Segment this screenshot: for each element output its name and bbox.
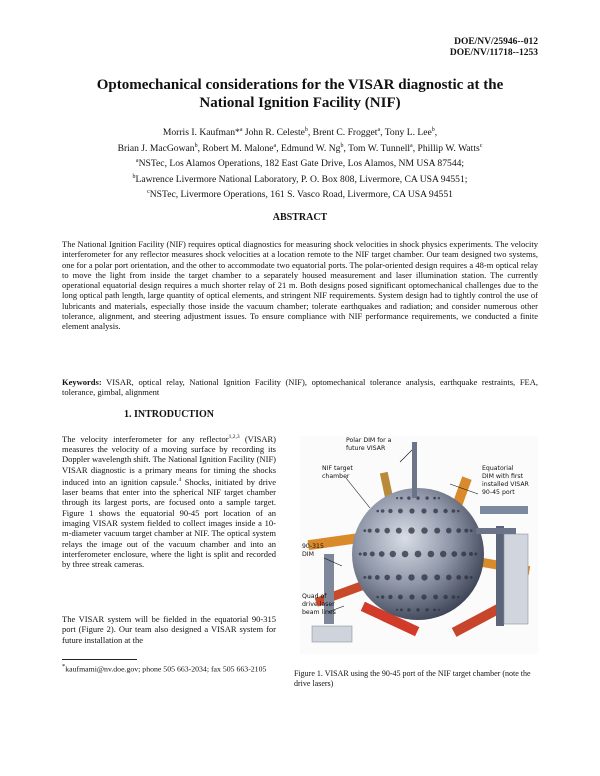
chamber-port [388, 595, 392, 599]
author-name: Brent C. Frogget [312, 127, 378, 139]
chamber-port [398, 595, 403, 600]
chamber-port [415, 551, 422, 558]
author-sup: a [410, 142, 413, 149]
figure-1-chamber-illustration [300, 436, 538, 654]
chamber-port [368, 529, 372, 533]
chamber-port [446, 575, 452, 581]
author-sup: a [239, 127, 243, 133]
chamber-port [452, 595, 456, 599]
chamber-port [464, 575, 468, 579]
author-name: Tony L. Lee [384, 127, 432, 139]
label-polar-dim-2: future VISAR [346, 445, 386, 452]
chamber-port [363, 529, 366, 532]
chamber-port [359, 553, 362, 556]
intro-paragraph-1 [62, 432, 276, 570]
chamber-port [451, 551, 457, 557]
abstract-heading: ABSTRACT [272, 212, 328, 223]
chamber-port [379, 551, 385, 557]
citation: 1,2,3 [228, 434, 240, 440]
chamber-port [457, 596, 460, 599]
author-sup: b [431, 127, 435, 133]
chamber-port [381, 509, 385, 513]
label-dim-90-315-1: 90-315 [302, 543, 324, 550]
footnote-rule [62, 659, 137, 660]
chamber-port [469, 552, 473, 556]
chamber-port [396, 497, 398, 499]
title-line-2: National Ignition Facility (NIF) [199, 95, 401, 111]
chamber-port [464, 529, 468, 533]
chamber-port [474, 553, 477, 556]
author-sep: , [434, 127, 438, 139]
chamber-port [375, 575, 380, 580]
chamber-port [409, 594, 414, 599]
affiliation-b [50, 171, 550, 187]
intro-text: (VISAR) measures the velocity of a moving surface by recording its Doppler wavelength shift. The National Ignition Facility (NIF) VISAR diagnostic is a primary means for timing the shocks induced into an ignition capsule. [62, 433, 277, 487]
author-sup: c [479, 142, 483, 149]
author-sep: , [343, 142, 349, 154]
affil-sup: a [135, 158, 139, 165]
footnote-text: kaufmami@nv.doe.gov; phone 505 663-2034; fax 505 663-2105 [65, 664, 267, 674]
affiliation-a [50, 155, 550, 171]
chamber-port [416, 608, 419, 611]
label-quad-1: Quad of [302, 593, 327, 600]
intro-text: Shocks, initiated by drive laser beams that enter into the spherical NIF target chamber through its largest ports, are focused onto a sample target. Figure 1 shows the equatorial 90-45 port location of an imaging VISAR system fielded to collect images inside a 10-m-diameter vacuum target chamber at NIF. The optical system relays the image out of the vacuum chamber and into an interferometer enclosure, where the light is split and recorded by three streak cameras. [62, 476, 276, 570]
chamber-port [425, 496, 428, 499]
chamber-port [396, 528, 402, 534]
author-name: Robert M. Malone [202, 142, 274, 154]
chamber-port [402, 551, 409, 558]
chamber-port [363, 576, 366, 579]
chamber-port [456, 528, 461, 533]
chamber-port [408, 527, 414, 533]
chamber-port [438, 609, 440, 611]
chamber-port [421, 527, 427, 533]
paper-title [60, 76, 540, 112]
author-name: Morris I. Kaufman* [162, 127, 240, 139]
chamber-port [425, 608, 428, 611]
chamber-port [421, 508, 426, 513]
chamber-port [375, 528, 380, 533]
chamber-port [396, 574, 402, 580]
chamber-port [452, 509, 456, 513]
keywords [62, 377, 538, 398]
keywords-text: VISAR, optical relay, National Ignition Facility (NIF), optomechanical tolerance analysis, earthquake restraints, FEA, tolerance, gimbal, alignment [62, 377, 538, 398]
chamber-port [433, 609, 436, 612]
doc-id-2: DOE/NV/11718--1253 [449, 48, 538, 58]
author-name: Edmund W. Ng [281, 142, 341, 154]
chamber-port [363, 552, 367, 556]
chamber-port [388, 509, 392, 513]
author-name: John R. Celeste [244, 127, 305, 139]
chamber-port [370, 552, 375, 557]
chamber-port [421, 594, 426, 599]
chamber-port [408, 574, 414, 580]
chamber-port [470, 576, 473, 579]
chamber-port [407, 496, 410, 499]
author-sup: b [340, 142, 344, 149]
chamber-port [457, 510, 460, 513]
label-quad-2: drive laser [302, 601, 335, 608]
chamber-port [428, 551, 435, 558]
chamber-port [433, 497, 436, 500]
chamber-port [421, 574, 427, 580]
chamber-port [398, 509, 403, 514]
chamber-port [376, 596, 379, 599]
chamber-port [461, 552, 466, 557]
author-sep: , [197, 142, 203, 154]
label-equatorial-dim-2: DIM with first [482, 473, 524, 480]
chamber-port [381, 595, 385, 599]
polar-dim-arm [412, 442, 417, 498]
intro-text: The velocity interferometer for any reflector [62, 433, 229, 444]
intro-paragraph-2: The VISAR system will be fielded in the equatorial 90-315 port (Figure 2). Our team also designed a VISAR system for future installation at the [62, 614, 276, 645]
author-line-1 [50, 124, 550, 140]
chamber-port [433, 509, 438, 514]
chamber-port [438, 497, 440, 499]
chamber-port [470, 529, 473, 532]
chamber-port [400, 609, 403, 612]
affil-text: NSTec, Los Alamos Operations, 182 East Gate Drive, Los Alamos, NM USA 87544; [138, 158, 465, 170]
author-name: Brian J. MacGowan [117, 142, 195, 154]
chamber-port [409, 508, 414, 513]
author-sup: b [304, 127, 308, 133]
abstract-body: The National Ignition Facility (NIF) requires optical diagnostics for measuring shock velocities in shock physics experiments. The velocity interferometer for any reflector measures shock velocities at a location remote to the NIF target chamber. Our team designed two systems, one for a polar port orientation, and the other to accommodate two equatorial ports. The polar-oriented design requires a 48-m optical relay to move the light from inside the target chamber to a separately housed measurement and laser illumination station. The currently operational equatorial design requires a much shorter relay of 21 m. Both designs posed significant optomechanical challenges due to the long optical path length, large quantity of optical elements, and stringent NIF requirements. System design had to tightly control the use of lubricants and materials, especially those inside the vacuum chamber; tolerate earthquakes and radiation; and consider numerous other tolerance, alignment, and steering adjustment issues. To ensure compliance with NIF performance requirements, we conducted a finite element analysis. [62, 239, 538, 332]
affil-text: Lawrence Livermore National Laboratory, P. O. Box 808, Livermore, CA USA 94551; [135, 173, 468, 185]
chamber-port [384, 528, 390, 534]
author-sep: , [276, 142, 281, 154]
chamber-port [407, 608, 410, 611]
equatorial-dim-arm [476, 528, 516, 534]
figure-1-caption: Figure 1. VISAR using the 90-45 port of the NIF target chamber (note the drive lasers) [294, 669, 531, 688]
label-polar-dim-1: Polar DIM for a [346, 437, 392, 444]
title-line-1: Optomechanical considerations for the VISAR diagnostic at the [96, 77, 504, 93]
author-sup: b [194, 142, 198, 149]
author-sep: , [380, 127, 385, 139]
label-dim-90-315-2: DIM [302, 551, 314, 558]
label-equatorial-dim-1: Equatorial [482, 465, 514, 472]
author-name: Phillip W. Watts [417, 142, 480, 154]
chamber-port [443, 595, 447, 599]
section-heading-introduction: 1. INTRODUCTION [123, 409, 214, 420]
label-target-chamber-2: chamber [322, 473, 350, 480]
author-name: Tom W. Tunnell [348, 142, 411, 154]
keywords-label: Keywords: [62, 377, 102, 387]
chamber-port [443, 509, 447, 513]
affiliation-c [50, 186, 550, 202]
chamber-port [400, 497, 403, 500]
footnote [62, 662, 272, 674]
footnote-marker: * [62, 663, 66, 670]
label-equatorial-dim-3: installed VISAR [482, 481, 529, 488]
chamber-port [434, 528, 440, 534]
chamber-port [384, 575, 390, 581]
authors-block [50, 124, 550, 202]
author-line-2 [50, 140, 550, 156]
chamber-port [390, 551, 396, 557]
affil-sup: b [132, 173, 136, 180]
chamber-port [376, 510, 379, 513]
label-equatorial-dim-4: 90-45 port [482, 489, 515, 496]
label-target-chamber-1: NIF target [322, 465, 353, 472]
doc-id-1: DOE/NV/25946--012 [454, 37, 538, 47]
chamber-port [396, 609, 398, 611]
author-sep: , [412, 142, 418, 154]
chamber-port [446, 528, 452, 534]
chamber-port [433, 595, 438, 600]
author-sup: a [377, 127, 381, 133]
chamber-port [440, 551, 446, 557]
chamber-port [456, 575, 461, 580]
affil-sup: c [147, 189, 150, 196]
label-quad-3: beam lines [302, 609, 336, 616]
affil-text: NSTec, Livermore Operations, 161 S. Vasco Road, Livermore, CA USA 94551 [149, 189, 453, 201]
chamber-port [368, 575, 372, 579]
author-sup: a [273, 142, 277, 149]
citation: 4 [178, 477, 182, 484]
author-sep: , [307, 127, 313, 139]
chamber-port [434, 574, 440, 580]
